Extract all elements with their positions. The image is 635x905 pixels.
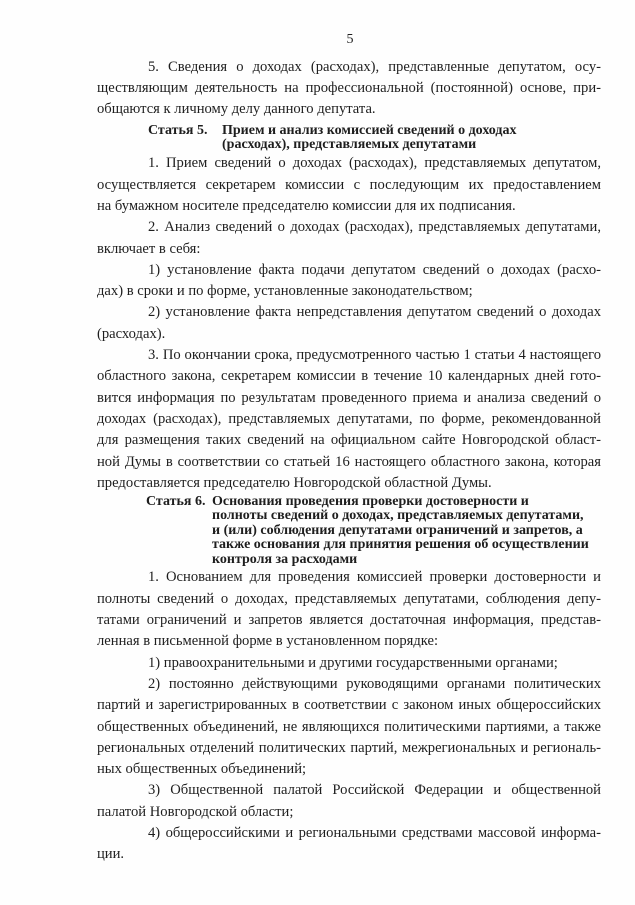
text-line: ленная в письменной форме в установленном порядке: bbox=[97, 633, 439, 650]
text-line: 5. Сведения о доходах (расходах), представленные депутатом, осу- bbox=[148, 58, 601, 75]
list-item bbox=[97, 260, 601, 303]
text-line: 1) правоохранительными и другими государственными органами; bbox=[148, 654, 558, 671]
article-title bbox=[222, 124, 516, 153]
text-line: включает в себя: bbox=[97, 240, 201, 257]
article-title-line: полноты сведений о доходах, представляемых депутатами, bbox=[212, 508, 584, 524]
article-body bbox=[97, 567, 601, 865]
text-line: 2) постоянно действующими руководящими органами политических bbox=[148, 675, 601, 692]
text-line: общественных объединений, не являющихся политическими партиями, а также bbox=[97, 718, 601, 735]
article-title-line: Основания проведения проверки достоверности и bbox=[212, 493, 529, 509]
text-line: осуществляется секретарем комиссии с последующим их предоставлением bbox=[97, 176, 601, 193]
article-label: Статья 5. bbox=[148, 122, 208, 138]
article-heading bbox=[97, 495, 601, 567]
text-line: общаются к личному делу данного депутата. bbox=[97, 101, 376, 118]
page-number: 5 bbox=[346, 32, 354, 47]
article-title bbox=[212, 495, 589, 567]
list-item bbox=[97, 674, 601, 780]
paragraph bbox=[97, 345, 601, 494]
article-heading bbox=[97, 124, 601, 153]
text-line: 3. По окончании срока, предусмотренного частью 1 статьи 4 настоящего bbox=[148, 347, 601, 364]
text-line: для размещения таких сведений на официальном сайте Новгородской област- bbox=[97, 432, 601, 449]
article-label: Статья 6. bbox=[146, 493, 206, 509]
text-line: ществляющим деятельность на профессиональной (постоянной) основе, при- bbox=[97, 79, 601, 96]
paragraph bbox=[97, 567, 601, 652]
text-line: татами ограничений и запретов является достаточная информация, представ- bbox=[97, 612, 601, 629]
text-line: на бумажном носителе председателю комиссии для их подписания. bbox=[97, 197, 516, 214]
article-title-line: и (или) соблюдения депутатами ограничений и запретов, а bbox=[212, 522, 583, 538]
list-item bbox=[97, 302, 601, 345]
text-line: палатой Новгородской области; bbox=[97, 803, 294, 820]
text-line: доходах (расходах), представляемых депутатами, по форме, рекомендованной bbox=[97, 410, 601, 427]
paragraph bbox=[97, 153, 601, 217]
list-item bbox=[97, 653, 601, 674]
text-line: 1. Основанием для проведения комиссией проверки достоверности и bbox=[148, 569, 601, 586]
list-item bbox=[97, 780, 601, 823]
text-line: предоставляется председателю Новгородской областной Думы. bbox=[97, 474, 492, 491]
text-line: ной Думы в соответствии со статьей 16 настоящего областного закона, которая bbox=[97, 453, 601, 470]
list-item bbox=[97, 823, 601, 866]
article-body bbox=[97, 153, 601, 494]
article-title-line: контроля за расходами bbox=[212, 551, 358, 567]
text-line: 2) установление факта непредставления депутатом сведений о доходах bbox=[148, 304, 601, 321]
paragraph bbox=[97, 217, 601, 260]
document-body bbox=[97, 57, 601, 866]
text-line: 4) общероссийскими и региональными средствами массовой информа- bbox=[148, 825, 601, 842]
text-line: ных общественных объединений; bbox=[97, 761, 307, 778]
text-line: ции. bbox=[97, 846, 125, 863]
text-line: партий и зарегистрированных в соответствии с законом иных общероссийских bbox=[97, 697, 601, 714]
text-line: 1. Прием сведений о доходах (расходах), представляемых депутатом, bbox=[148, 155, 601, 172]
text-line: областного закона, секретарем комиссии в течение 10 календарных дней гото- bbox=[97, 368, 601, 385]
text-line: региональных отделений политических партий, межрегиональных и региональ- bbox=[97, 739, 601, 756]
text-line: 2. Анализ сведений о доходах (расходах), представляемых депутатами, bbox=[148, 219, 601, 236]
text-line: (расходах). bbox=[97, 325, 166, 342]
article-title-line: Прием и анализ комиссией сведений о доходах bbox=[222, 122, 517, 138]
paragraph bbox=[97, 57, 601, 121]
text-line: 3) Общественной палатой Российской Федерации и общественной bbox=[148, 782, 601, 799]
text-line: полноты сведений о доходах, представляемых депутатами, соблюдения депу- bbox=[97, 590, 601, 607]
article-title-line: также основания для принятия решения об осуществлении bbox=[212, 537, 589, 553]
text-line: вится информация по результатам проведенного приема и анализа сведений о bbox=[97, 389, 601, 406]
text-line: 1) установление факта подачи депутатом сведений о доходах (расхо- bbox=[148, 261, 601, 278]
text-line: дах) в сроки и по форме, установленные законодательством; bbox=[97, 283, 473, 300]
article-title-line: (расходах), представляемых депутатами bbox=[222, 137, 477, 153]
